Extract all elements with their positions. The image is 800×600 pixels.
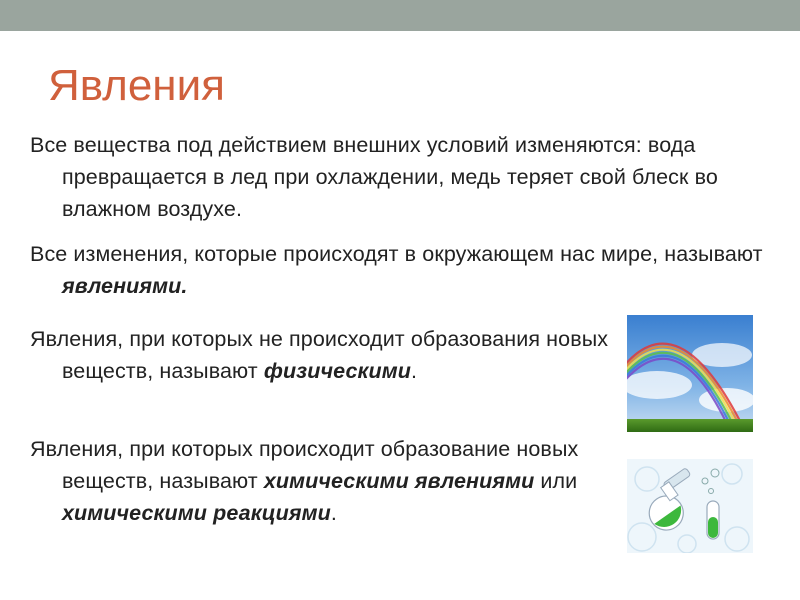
paragraph-text: Все вещества под действием внешних условий изменяются: вода превращается в лед при охлаждении, медь теряет свой блеск во влажном воздухе.: [30, 133, 718, 221]
top-decor-bar: [0, 0, 800, 31]
term-chemical-phenomena: химическими явлениями: [263, 469, 535, 493]
slide-title: Явления: [48, 61, 225, 110]
paragraph-phenomena-definition: [30, 238, 772, 302]
paragraph-text: Явления, при которых происходит образование новых веществ, называют: [30, 437, 579, 493]
period: .: [410, 359, 418, 383]
term-physical: физическими: [263, 359, 411, 383]
paragraph-chemical-phenomena: [30, 433, 622, 529]
paragraph-text: Все изменения, которые происходят в окружающем нас мире, называют: [30, 242, 763, 266]
rainbow-image: [627, 315, 753, 432]
chemistry-image: [627, 459, 753, 553]
paragraph-substances-change: [30, 129, 800, 225]
paragraph-text: Явления, при которых не происходит образования новых веществ, называют: [30, 327, 609, 383]
term-phenomena: явлениями.: [62, 274, 188, 298]
term-chemical-reactions: химическими реакциями: [62, 501, 331, 525]
period: .: [330, 501, 337, 525]
connector-or: или: [534, 469, 578, 493]
paragraph-physical-phenomena: [30, 323, 622, 387]
